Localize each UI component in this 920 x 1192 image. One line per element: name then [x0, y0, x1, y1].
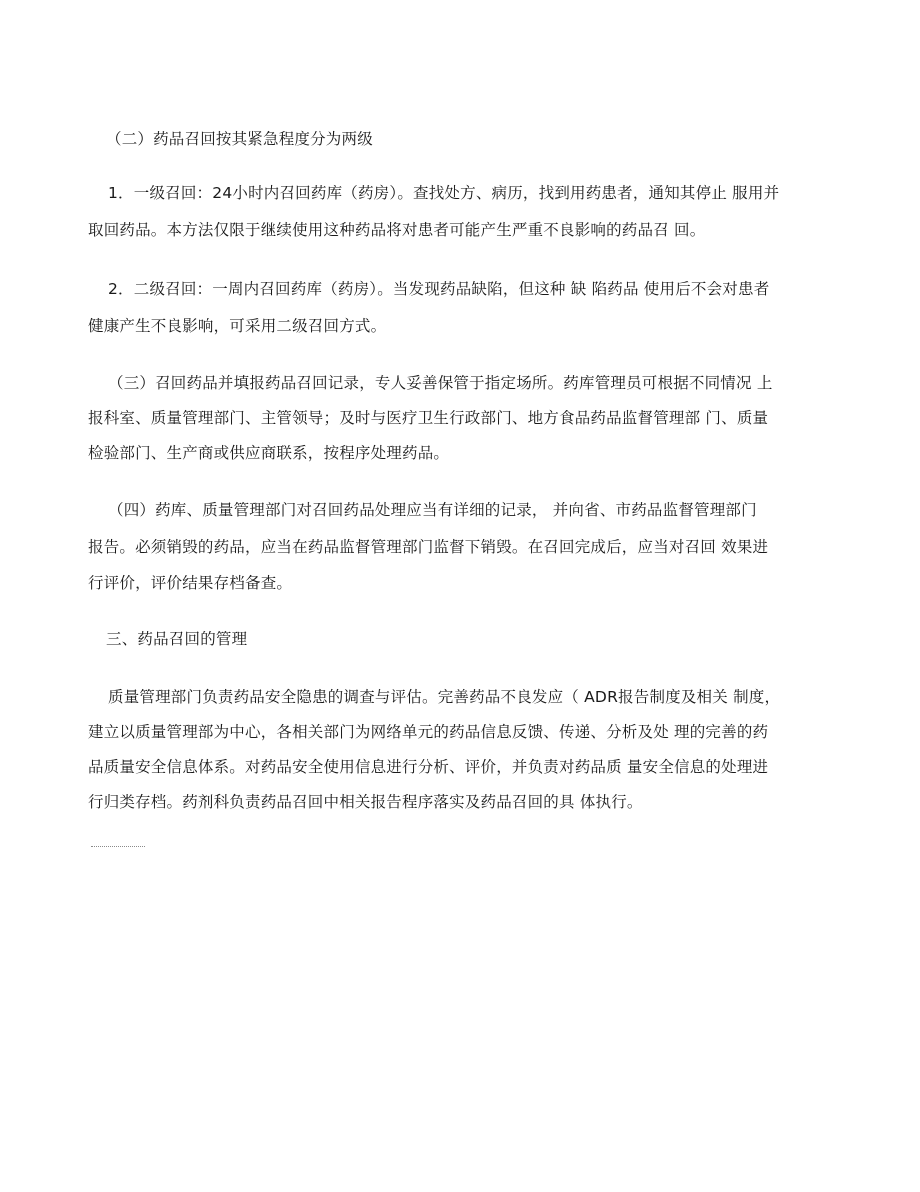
- section-three-title: 三、药品召回的管理: [106, 630, 248, 648]
- management-line-1: 质量管理部门负责药品安全隐患的调查与评估。完善药品不良发应（ ADR报告制度及相关 制度，: [108, 688, 781, 706]
- management-line-3: 品质量安全信息体系。对药品安全使用信息进行分析、评价，并负责对药品质 量安全信息的处理进: [88, 758, 769, 776]
- recall-record-line-1: （三）召回药品并填报药品召回记录，专人妥善保管于指定场所。药库管理员可根据不同情况 上: [108, 374, 773, 392]
- management-line-2: 建立以质量管理部为中心，各相关部门为网络单元的药品信息反馈、传递、分析及处 理的完善的药: [88, 723, 769, 741]
- recall-record-line-3: 检验部门、生产商或供应商联系，按程序处理药品。: [88, 444, 450, 462]
- recall-report-line-3: 行评价，评价结果存档备查。: [88, 574, 293, 592]
- heading-recall-levels: （二）药品召回按其紧急程度分为两级: [106, 130, 373, 148]
- dotted-footnote-rule: [91, 846, 145, 847]
- recall-report-line-1: （四）药库、质量管理部门对召回药品处理应当有详细的记录， 并向省、市药品监督管理部门: [108, 501, 757, 519]
- level-one-recall-line-2: 取回药品。本方法仅限于继续使用这种药品将对患者可能产生严重不良影响的药品召 回。: [88, 221, 706, 239]
- level-two-recall-line-2: 健康产生不良影响，可采用二级召回方式。: [88, 317, 387, 335]
- recall-record-line-2: 报科室、质量管理部门、主管领导；及时与医疗卫生行政部门、地方食品药品监督管理部 门、质量: [88, 409, 769, 427]
- recall-report-line-2: 报告。必须销毁的药品，应当在药品监督管理部门监督下销毁。在召回完成后，应当对召回 效果进: [88, 538, 769, 556]
- level-two-recall-line-1: 2．二级召回：一周内召回药库（药房）。当发现药品缺陷，但这种 缺 陷药品 使用后不会对患者: [108, 280, 770, 298]
- level-one-recall-line-1: 1．一级召回：24小时内召回药库（药房）。查找处方、病历，找到用药患者，通知其停止 服用并: [108, 184, 780, 202]
- management-line-4: 行归类存档。药剂科负责药品召回中相关报告程序落实及药品召回的具 体执行。: [88, 793, 643, 811]
